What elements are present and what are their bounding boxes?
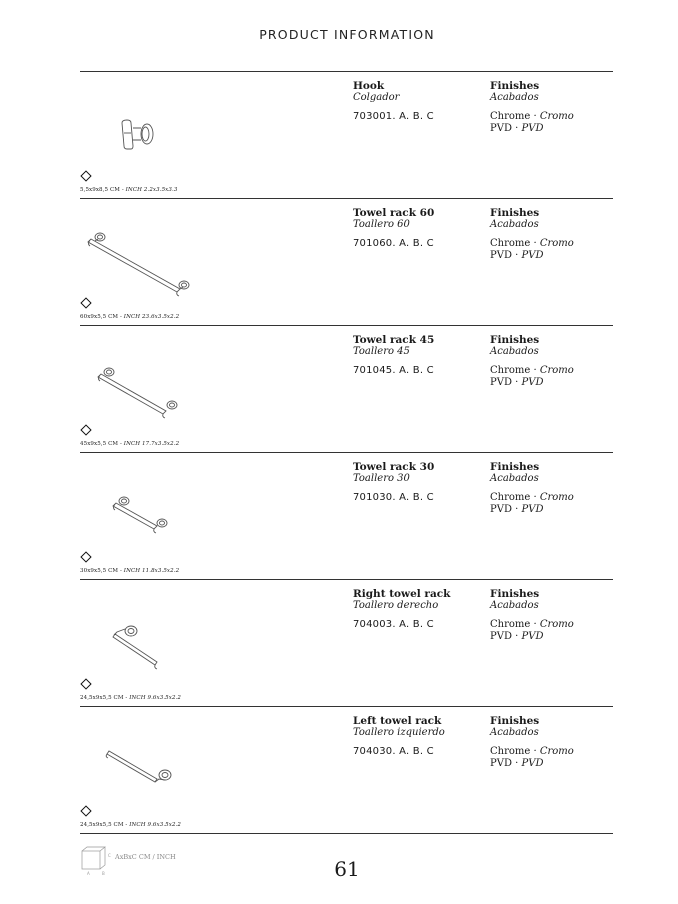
finishes-label-es: Acabados bbox=[490, 219, 539, 230]
product-name-es: Colgador bbox=[353, 92, 400, 103]
product-name-es: Toallero derecho bbox=[353, 600, 439, 611]
finishes-label: Finishes bbox=[490, 461, 540, 473]
product-name: Towel rack 45 bbox=[353, 334, 435, 346]
finish-chrome: Chrome · Cromo bbox=[490, 238, 574, 249]
product-code: 704030. A. B. C bbox=[353, 746, 434, 757]
finishes-label-es: Acabados bbox=[490, 600, 539, 611]
finishes-label: Finishes bbox=[490, 715, 540, 727]
dimensions: 45x9x5,5 CM - INCH 17.7x3.5x2.2 bbox=[80, 441, 180, 447]
product-name-es: Toallero 45 bbox=[353, 346, 410, 357]
finish-chrome: Chrome · Cromo bbox=[490, 619, 574, 630]
towel-rack-30-icon bbox=[80, 452, 340, 552]
diamond-icon bbox=[80, 551, 91, 562]
product-name-es: Toallero 30 bbox=[353, 473, 410, 484]
product-towel-rack-60 bbox=[80, 198, 613, 325]
dimensions: 60x9x5,5 CM - INCH 23.6x3.5x2.2 bbox=[80, 314, 180, 320]
product-name: Left towel rack bbox=[353, 715, 442, 727]
finish-chrome: Chrome · Cromo bbox=[490, 111, 574, 122]
finishes-label-es: Acabados bbox=[490, 727, 539, 738]
diamond-icon bbox=[80, 424, 91, 435]
product-hook bbox=[80, 71, 613, 198]
diamond-icon bbox=[80, 297, 91, 308]
finish-pvd: PVD · PVD bbox=[490, 250, 544, 261]
product-code: 703001. A. B. C bbox=[353, 111, 434, 122]
product-name: Towel rack 60 bbox=[353, 207, 435, 219]
dimensions: 5,5x9x8,5 CM - INCH 2.2x3.5x3.3 bbox=[80, 187, 178, 193]
finishes-label-es: Acabados bbox=[490, 346, 539, 357]
product-right-towel-rack bbox=[80, 579, 613, 706]
dimensions: 24,5x9x5,5 CM - INCH 9.6x3.5x2.2 bbox=[80, 822, 182, 828]
product-code: 704003. A. B. C bbox=[353, 619, 434, 630]
finish-pvd: PVD · PVD bbox=[490, 123, 544, 134]
diamond-icon bbox=[80, 678, 91, 689]
finishes-label: Finishes bbox=[490, 80, 540, 92]
finish-pvd: PVD · PVD bbox=[490, 504, 544, 515]
product-towel-rack-45 bbox=[80, 325, 613, 452]
product-code: 701045. A. B. C bbox=[353, 365, 434, 376]
product-code: 701030. A. B. C bbox=[353, 492, 434, 503]
finishes-label: Finishes bbox=[490, 207, 540, 219]
dimensions: 30x9x5,5 CM - INCH 11.8x3.5x2.2 bbox=[80, 568, 180, 574]
diamond-icon bbox=[80, 170, 91, 181]
dimensions: 24,5x9x5,5 CM - INCH 9.6x3.5x2.2 bbox=[80, 695, 182, 701]
finish-pvd: PVD · PVD bbox=[490, 377, 544, 388]
finishes-label-es: Acabados bbox=[490, 473, 539, 484]
page-number: 61 bbox=[334, 857, 360, 881]
finish-chrome: Chrome · Cromo bbox=[490, 365, 574, 376]
finishes-label: Finishes bbox=[490, 588, 540, 600]
right-towel-rack-icon bbox=[80, 579, 340, 679]
towel-rack-45-icon bbox=[80, 325, 340, 425]
product-towel-rack-30 bbox=[80, 452, 613, 579]
finishes-label: Finishes bbox=[490, 334, 540, 346]
finishes-label-es: Acabados bbox=[490, 92, 539, 103]
product-name: Hook bbox=[353, 80, 385, 92]
finish-chrome: Chrome · Cromo bbox=[490, 492, 574, 503]
product-name-es: Toallero 60 bbox=[353, 219, 410, 230]
product-name: Towel rack 30 bbox=[353, 461, 435, 473]
divider bbox=[80, 833, 613, 834]
hook-icon bbox=[80, 71, 340, 171]
product-code: 701060. A. B. C bbox=[353, 238, 434, 249]
axis-c-label: C bbox=[108, 853, 111, 858]
dimensions-legend: AxBxC CM / INCH bbox=[115, 853, 176, 861]
product-left-towel-rack bbox=[80, 706, 613, 833]
finish-chrome: Chrome · Cromo bbox=[490, 746, 574, 757]
left-towel-rack-icon bbox=[80, 706, 340, 806]
axis-a-label: A bbox=[87, 871, 90, 876]
axis-b-label: B bbox=[102, 871, 105, 876]
finish-pvd: PVD · PVD bbox=[490, 758, 544, 769]
towel-rack-60-icon bbox=[80, 198, 340, 298]
product-name: Right towel rack bbox=[353, 588, 451, 600]
diamond-icon bbox=[80, 805, 91, 816]
page-title: PRODUCT INFORMATION bbox=[259, 27, 435, 42]
product-name-es: Toallero izquierdo bbox=[353, 727, 445, 738]
finish-pvd: PVD · PVD bbox=[490, 631, 544, 642]
